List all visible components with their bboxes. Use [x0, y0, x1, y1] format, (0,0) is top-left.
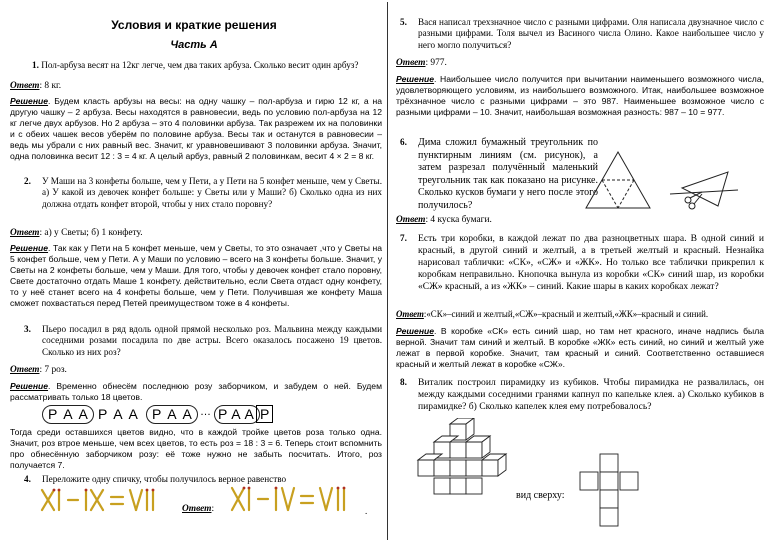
- scissors-icon: [685, 192, 702, 209]
- answer-label: Ответ: [10, 81, 40, 91]
- answer-label: Ответ: [396, 309, 424, 319]
- question-text: Переложите одну спичку, чтобы получилось верное равенство: [42, 474, 287, 484]
- top-view-figure: [578, 452, 642, 532]
- folded-small-triangle: [682, 172, 728, 206]
- answer-7: [396, 308, 708, 320]
- answer-5: [396, 57, 447, 69]
- matchstick-equation-right: [230, 484, 362, 514]
- solution-3-continued: [10, 427, 382, 471]
- question-7: [418, 233, 764, 293]
- question-text: Дима сложил бумажный треугольник по пунктирным линиям (см. рисунок), а затем разрезал получённый маленький треугольник так как показано на рисунке. Сколько кусков бумаги у него после этого получилось?: [418, 137, 598, 211]
- top-view-label: вид сверху:: [516, 490, 565, 501]
- answer-1: [10, 80, 61, 92]
- column-divider: [387, 2, 388, 540]
- matchsticks: [42, 490, 153, 510]
- question-text: У Маши на 3 конфеты больше, чем у Пети, а у Пети на 5 конфет меньше, чем у Светы. а) У какой из девочек конфет больше: у Светы или у Маши? б) Сколько одна из них должна отдать конфет второй, чтобы у них стало поровну?: [42, 176, 382, 209]
- cubes: [418, 418, 506, 494]
- cube-pyramid-figure: [416, 418, 512, 498]
- flower-letters: Р А А: [98, 406, 139, 422]
- answer-text: : 4 куска бумаги.: [425, 215, 492, 225]
- cut-line: [670, 190, 738, 194]
- matchsticks: [232, 488, 344, 510]
- question-2: [42, 176, 382, 210]
- question-text: Пол-арбуза весят на 12кг легче, чем два таких арбуза. Сколько весит один арбуз?: [41, 60, 359, 70]
- solution-label: Решение: [10, 243, 49, 253]
- flower-letters: Р А А: [152, 406, 193, 422]
- answer-text: :«СК»–синий и желтый,«СЖ»–красный и желтый,«ЖК»–красный и синий.: [423, 309, 709, 319]
- solution-text: Тогда среди оставшихся цветов видно, что в каждой тройке цветов роза только одна. Значит, роз втрое меньше, чем всех цветов, то есть роз = 18 : 3 = 6. Теперь стоит вспомнить про обнесённую заборчиком розу: её тоже нужно не забыть посчитать. Итого, роз получается 7.: [10, 427, 382, 470]
- solution-text: . Так как у Пети на 5 конфет меньше, чем у Светы, то это означает ,что у Светы на 5 конфет больше, чем у Пети. А у Маши по условию – всего на 3 конфеты больше. Значит, у Светы на 2 конфеты больше, чем у Маши. Для того, чтобы у девочек конфет стало поровну, Свете достаточно отдать Маше 1 конфету. действительно, если Света отдаст одну конфету, то у неё станет всего на 4 конфеты больше, чем у Пети. Получившая же конфету Маша сможет похвастаться перед Петей преимуществом тоже в 4 конфеты.: [10, 243, 382, 308]
- solution-label: Решение: [10, 381, 49, 391]
- answer-text: :: [211, 504, 215, 514]
- solution-text: . Будем класть арбузы на весы: на одну чашку – пол-арбуза и гирю 12 кг, а на другую чашку – 2 арбуза. Весы находятся в равновесии, ведь по условию пол-арбуза на 12 кг легче двух арбузов. Но 2 арбуза – это 4 половинки арбуза. Так разрежем их на половинки и с обеих чашек весов уберём по половине арбуза. Весы так и останутся в равновесии – ведь мы убрали с них равный вес. Значит, кг уравновешивают 3 половинки арбуза. Значит, одна половинка весит 12 : 3 = 4 кг. А целый арбуз, равный 2 половинкам, весит 4 × 2 = 8 кг.: [10, 96, 382, 161]
- solution-text: . Временно обнесём последнюю розу заборчиком, и забудем о ней. Будем рассматривать только 18 цветов.: [10, 381, 382, 402]
- question-1: [32, 60, 384, 71]
- page-title: Условия и краткие решения: [111, 18, 277, 32]
- answer-label: Ответ: [396, 58, 426, 68]
- question-text: Виталик построил пирамидку из кубиков. Чтобы пирамидка не развалилась, он между каждыми соседними гранями капнул по капельке клея. а) Сколько кубиков в пирамидке? б) Сколько капелек клея ему потребовалось?: [418, 377, 764, 412]
- question-number: 2.: [24, 176, 31, 186]
- flower-row: [42, 405, 272, 425]
- solution-text: . Наибольшее число получится при вычитании наименьшего возможного числа, удовлетворяющего условиям, из наибольшего возможного. Итак, наибольшее возможное трёхзначное число с разными цифрами – это 987. Наименьшее возможное число с разными цифрами – 10. Значит, наибольшая возможная разность: 987 – 10 = 977.: [396, 74, 764, 117]
- solution-label: Решение: [396, 326, 435, 336]
- solution-3: [10, 381, 382, 403]
- answer-3: [10, 364, 67, 376]
- question-number: 8.: [400, 377, 407, 387]
- answer-text: : а) у Светы; б) 1 конфету.: [39, 228, 143, 238]
- answer-label: Ответ: [182, 504, 212, 514]
- question-text: Пьеро посадил в ряд вдоль одной прямой несколько роз. Мальвина между каждыми соседними розами посадила по две астры. Всего оказалось посажено 19 цветов. Сколько из них роз?: [42, 324, 382, 357]
- end-dot: .: [365, 506, 368, 516]
- answer-4: [182, 503, 214, 515]
- question-number: 1.: [32, 60, 39, 70]
- question-number: 3.: [24, 324, 31, 334]
- ellipsis: …: [200, 406, 211, 418]
- fenced-rose: Р: [256, 405, 273, 423]
- answer-text: : 8 кг.: [39, 81, 62, 91]
- flower-letters: Р А А: [48, 406, 89, 422]
- question-number: 6.: [400, 137, 407, 147]
- part-title: Часть А: [170, 39, 218, 51]
- answer-text: : 977.: [425, 58, 447, 68]
- matchstick-equation-left: [40, 486, 180, 514]
- solution-label: Решение: [396, 74, 435, 84]
- answer-label: Ответ: [10, 228, 40, 238]
- solution-label: Решение: [10, 96, 49, 106]
- solution-5: [396, 74, 764, 118]
- question-8: [418, 377, 764, 413]
- answer-label: Ответ: [10, 365, 40, 375]
- solution-2: [10, 243, 382, 308]
- answer-2: [10, 227, 143, 239]
- fold-lines: [602, 180, 634, 208]
- question-text: Есть три коробки, в каждой лежат по два разноцветных шара. В одной синий и красный, в другой синий и желтый, а в третьей желтый и красный. Незнайка нарисовал таблички: «СК», «СЖ» и «ЖК». Но только все таблички прикрепил к коробкам неправильно. Кнопочка вынула из коробки «СК» синий шар, из коробки «СЖ» красный, а из «ЖК» – синий. Какие шары в каких коробках лежат?: [418, 233, 764, 292]
- question-number: 4.: [24, 474, 31, 484]
- question-text: Вася написал трехзначное число с разными цифрами. Оля написала двузначное число с разными цифрами. Толя вычел из Васиного числа Олино. Какое наибольшее число у него могло получиться?: [418, 17, 764, 50]
- answer-label: Ответ: [396, 215, 426, 225]
- top-view-grid: [580, 454, 638, 526]
- solution-1: [10, 96, 382, 161]
- question-3: [42, 324, 382, 358]
- question-number: 7.: [400, 233, 407, 243]
- question-6: [418, 137, 598, 213]
- flower-letters: Р А А: [218, 406, 254, 422]
- answer-6: [396, 214, 492, 226]
- question-5: [418, 17, 764, 51]
- solution-7: [396, 326, 764, 370]
- answer-text: : 7 роз.: [39, 365, 67, 375]
- folding-triangle-figure: [578, 150, 762, 212]
- question-number: 5.: [400, 17, 407, 27]
- solution-text: . В коробке «СК» есть синий шар, но там нет красного, иначе надпись была верной. Значит там синий и желтый. В коробке «ЖК» есть синий, но синий и желтый уже лежат в первой коробке. Значит, там красный и синий. Соответственно оставшиеся красный и желтый лежат в коробке «СЖ».: [396, 326, 764, 369]
